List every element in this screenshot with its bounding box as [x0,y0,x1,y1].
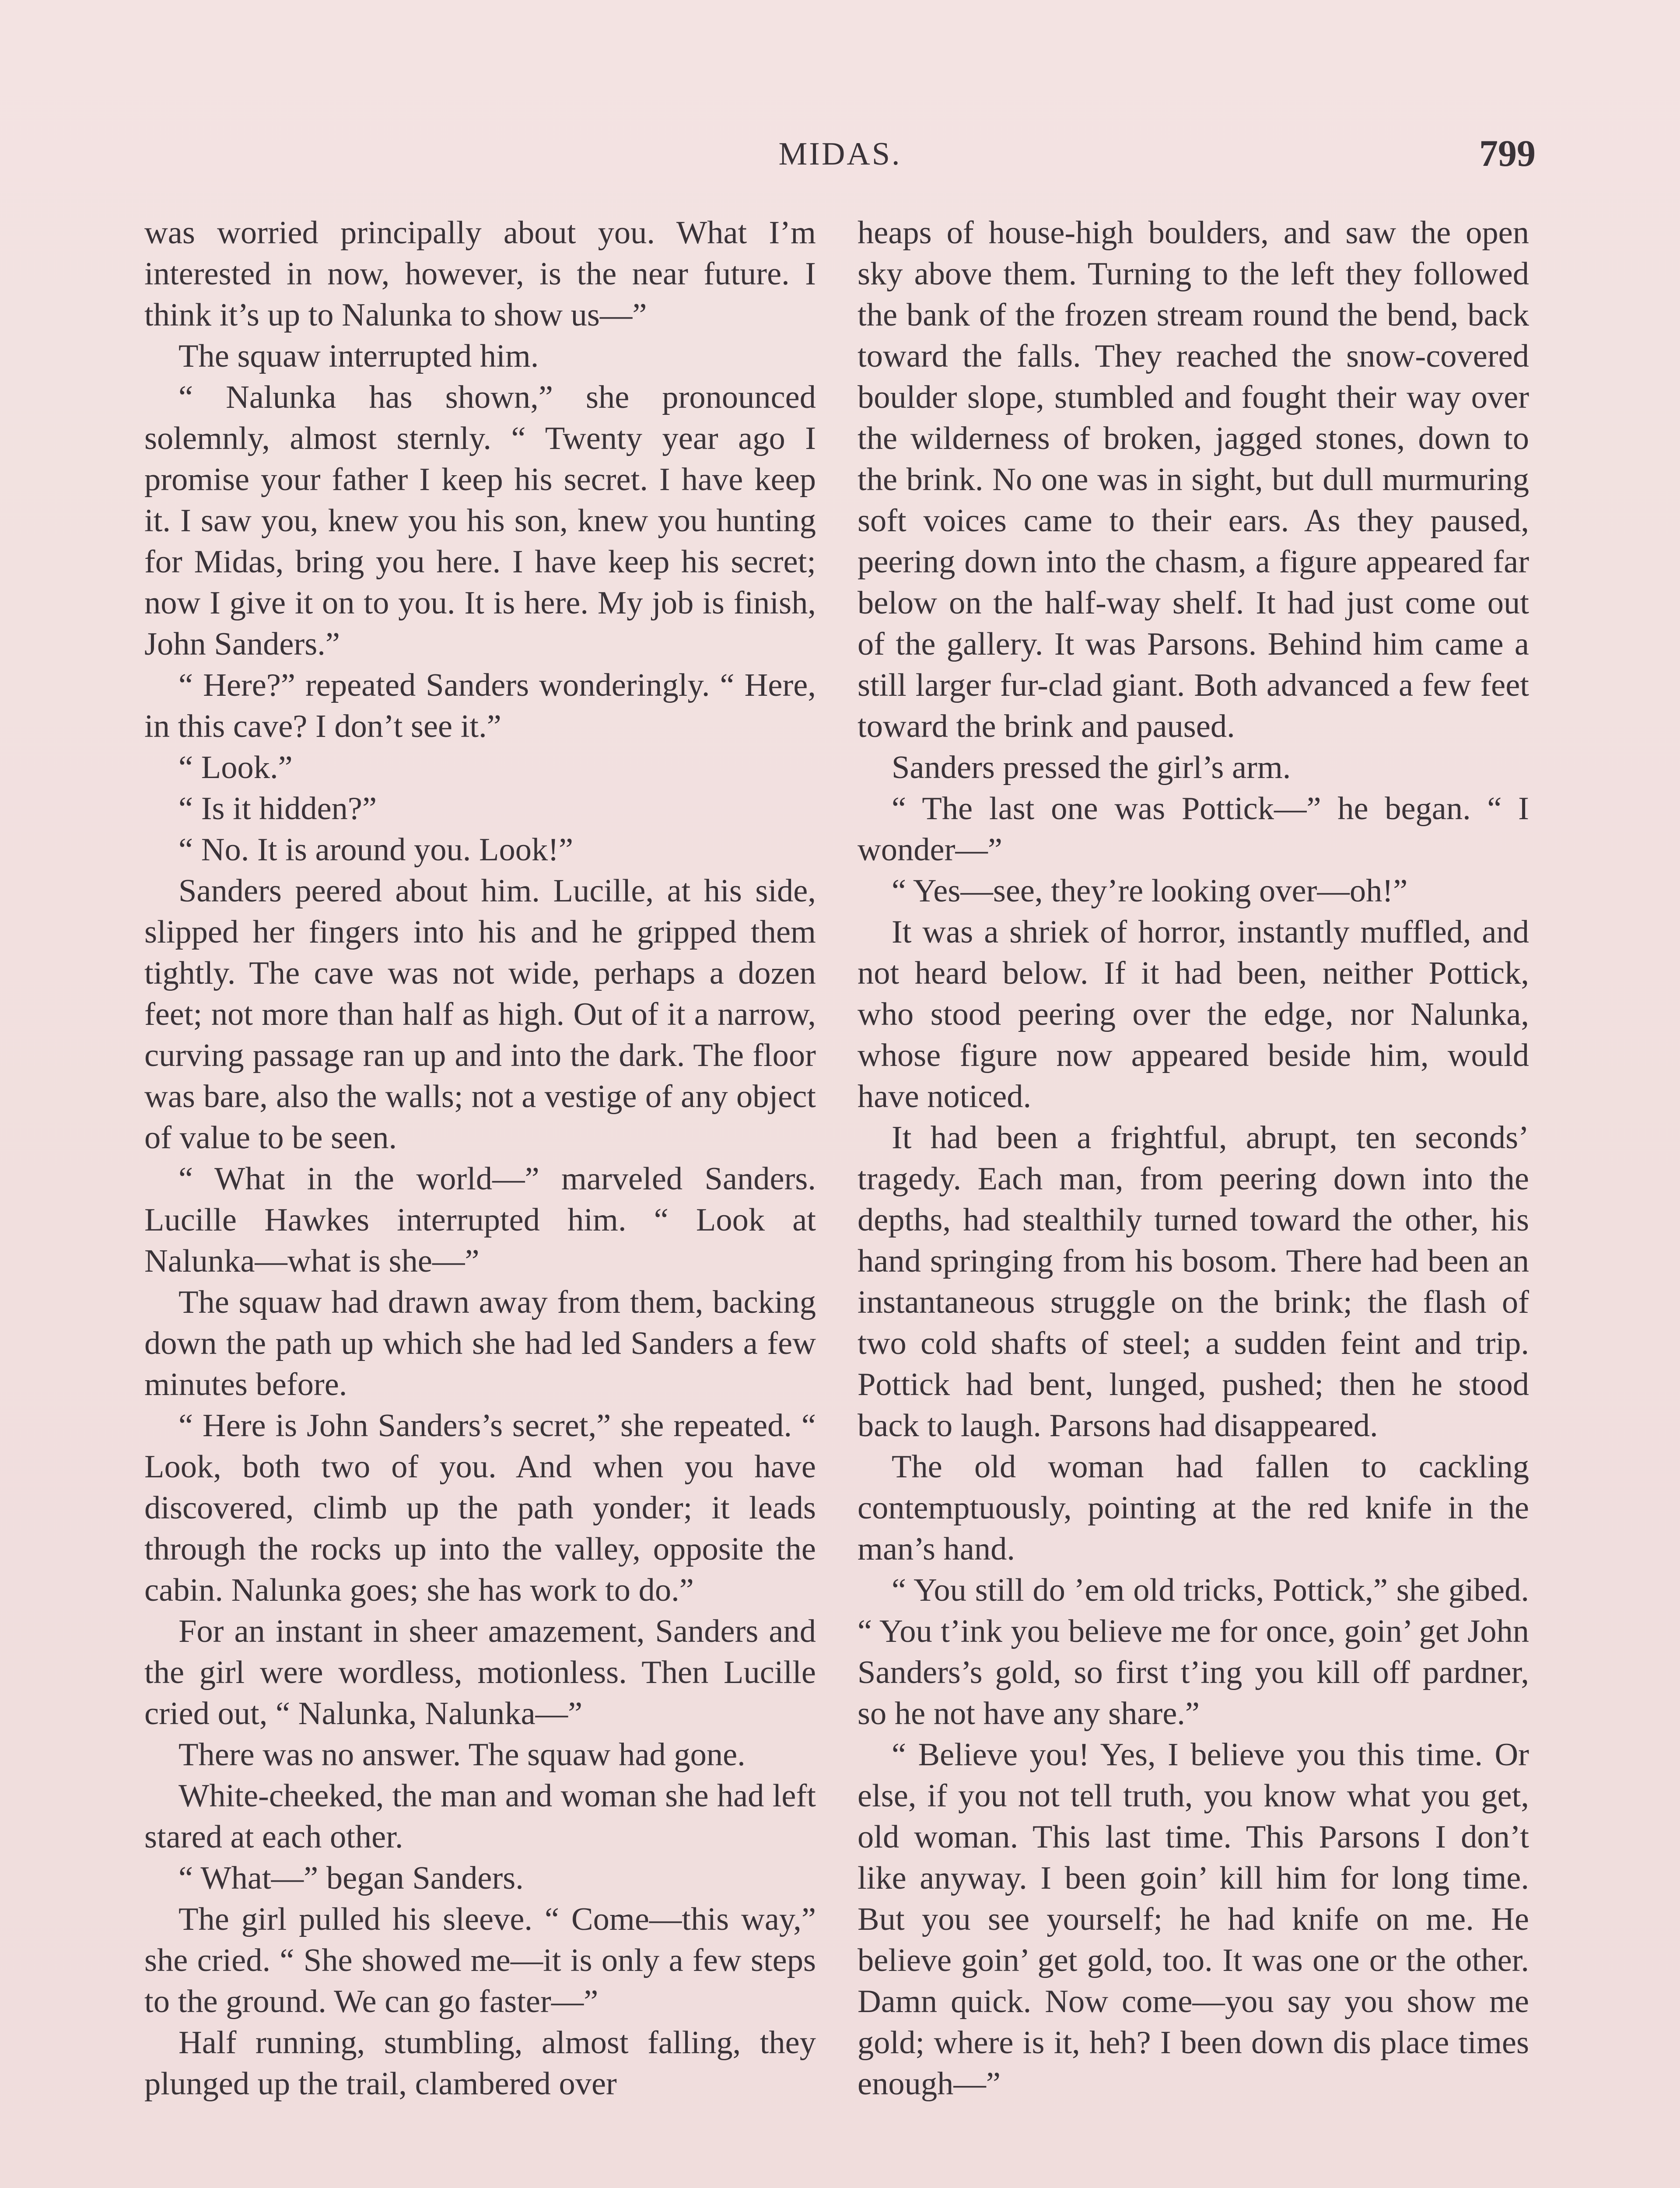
paragraph: “ Is it hidden?” [178,791,377,827]
paragraph: “ Nalunka has shown,” she pronounced solemnly, almost sternly. “ Twenty year ago I promise your father I keep his secret. I have keep it. I saw you, knew you his son, knew you hunting for Midas, bring you here. I have keep his secret; now I give it on to you. It is here. My job is finish, John Sanders.” [144,379,816,662]
running-head [144,131,1536,179]
paragraph: The old woman had fallen to cackling contemptuously, pointing at the red knife in the man’s hand. [858,1449,1529,1567]
paragraph: “ No. It is around you. Look!” [178,832,574,868]
paragraph: For an instant in sheer amazement, Sanders and the girl were wordless, motionless. Then Lucille cried out, “ Nalunka, Nalunka—” [144,1613,816,1732]
paragraph: “ Here?” repeated Sanders wonderingly. “ Here, in this cave? I don’t see it.” [144,667,816,744]
paragraph: Sanders pressed the girl’s arm. [892,750,1291,785]
paragraph: There was no answer. The squaw had gone. [178,1737,746,1773]
paragraph: heaps of house-high boulders, and saw the open sky above them. Turning to the left they followed the bank of the frozen stream round the bend, back toward the falls. They reached the snow-covered boulder slope, stumbled and fought their way over the wilderness of broken, jagged stones, down to the brink. No one was in sight, but dull murmuring soft voices came to their ears. As they paused, peering down into the chasm, a figure appeared far below on the half-way shelf. It had just come out of the gallery. It was Parsons. Behind him came a still larger fur-clad giant. Both advanced a few feet toward the brink and paused. [858,215,1529,744]
paragraph: Sanders peered about him. Lucille, at his side, slipped her fingers into his and he gripped them tightly. The cave was not wide, perhaps a dozen feet; not more than half as high. Out of it a narrow, curving passage ran up and into the dark. The floor was bare, also the walls; not a vestige of any object of value to be seen. [144,873,816,1156]
paragraph: White-cheeked, the man and woman she had left stared at each other. [144,1778,816,1855]
paragraph: “ Look.” [178,750,293,785]
paragraph: “ Believe you! Yes, I believe you this time. Or else, if you not tell truth, you know what you get, old woman. This last time. This Parsons I don’t like anyway. I been goin’ kill him for long time. But you see yourself; he had knife on me. He believe goin’ get gold, too. It was one or the other. Damn quick. Now come—you say you show me gold; where is it, heh? I been down dis place times enough—” [858,1737,1529,2102]
page-number: 799 [1479,132,1536,174]
left-column [144,212,816,2104]
paragraph: “ What—” began Sanders. [178,1860,524,1896]
paragraph: “ The last one was Pottick—” he began. “ I wonder—” [858,791,1529,868]
paragraph: The squaw interrupted him. [178,338,539,374]
running-title: MIDAS. [778,136,902,172]
paragraph: The girl pulled his sleeve. “ Come—this way,” she cried. “ She showed me—it is only a few steps to the ground. We can go faster—” [144,1901,816,2020]
paragraph: “ You still do ’em old tricks, Pottick,” she gibed. “ You t’ink you believe me for once, goin’ get John Sanders’s gold, so first t’ing you kill off pardner, so he not have any share.” [858,1572,1529,1732]
paragraph: “ What in the world—” marveled Sanders. Lucille Hawkes interrupted him. “ Look at Nalunka—what is she—” [144,1161,816,1279]
paragraph: was worried principally about you. What I’m interested in now, however, is the near future. I think it’s up to Nalunka to show us—” [144,215,816,333]
paragraph: “ Yes—see, they’re looking over—oh!” [892,873,1408,909]
right-column [858,212,1529,2104]
paragraph: It was a shriek of horror, instantly muffled, and not heard below. If it had been, neither Pottick, who stood peering over the edge, nor Nalunka, whose figure now appeared beside him, would have noticed. [858,914,1529,1115]
paragraph: It had been a frightful, abrupt, ten seconds’ tragedy. Each man, from peering down into the depths, had stealthily turned toward the other, his hand springing from his bosom. There had been an instantaneous struggle on the brink; the flash of two cold shafts of steel; a sudden feint and trip. Pottick had bent, lunged, pushed; then he stood back to laugh. Parsons had disappeared. [858,1120,1529,1444]
paragraph: The squaw had drawn away from them, backing down the path up which she had led Sanders a few minutes before. [144,1284,816,1403]
paragraph: “ Here is John Sanders’s secret,” she repeated. “ Look, both two of you. And when you have discovered, climb up the path yonder; it leads through the rocks up into the valley, opposite the cabin. Nalunka goes; she has work to do.” [144,1408,816,1608]
paragraph: Half running, stumbling, almost falling, they plunged up the trail, clambered over [144,2025,816,2102]
